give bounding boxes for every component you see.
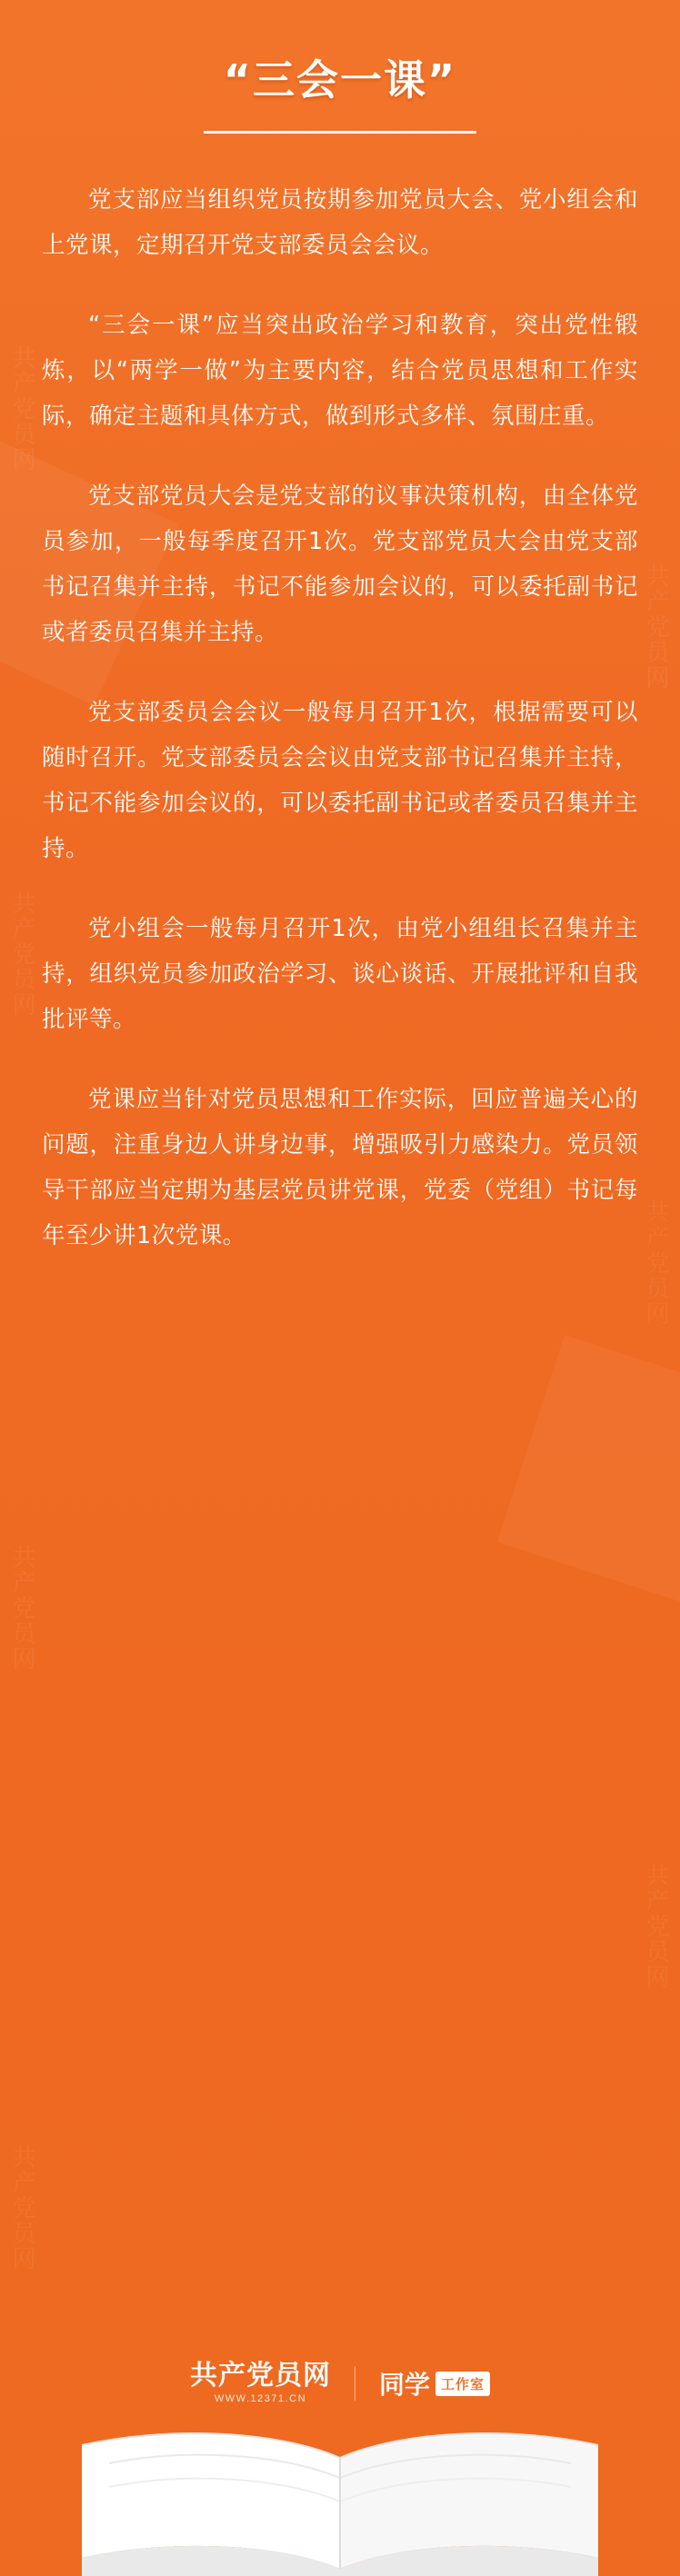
- watermark-text: 共产党员网: [8, 1545, 35, 1672]
- watermark-text: 共产党员网: [642, 1199, 669, 1327]
- decorative-shape: [497, 1335, 680, 1609]
- watermark-text: 共产党员网: [642, 1863, 669, 1990]
- site-logo-name: 共产党员网: [189, 2360, 331, 2392]
- page-title: “三会一课”: [223, 55, 457, 104]
- body-content: [42, 177, 638, 1258]
- title-section: [0, 0, 680, 134]
- site-logo-url: WWW.12371.CN: [214, 2393, 307, 2404]
- open-book-icon: [0, 2422, 680, 2576]
- watermark-text: 共产党员网: [8, 2144, 35, 2272]
- paragraph: 党课应当针对党员思想和工作实际，回应普遍关心的问题，注重身边人讲身边事，增强吸引力感染力。党员领导干部应当定期为基层党员讲党课，党委（党组）书记每年至少讲1次党课。: [42, 1086, 638, 1249]
- studio-logo-name: 同学: [378, 2370, 430, 2400]
- footer-section: [0, 2340, 680, 2576]
- footer-logos: [0, 2340, 680, 2427]
- site-logo[interactable]: [190, 2362, 331, 2404]
- watermark-text: 共产党员网: [642, 563, 669, 691]
- studio-logo-badge: 工作室: [435, 2372, 490, 2396]
- watermark-text: 共产党员网: [8, 890, 35, 1018]
- watermark-text: 共产党员网: [8, 345, 35, 472]
- title-divider: [204, 131, 476, 134]
- paragraph: 党支部党员大会是党支部的议事决策机构，由全体党员参加，一般每季度召开1次。党支部党员大会由党支部书记召集并主持，书记不能参加会议的，可以委托副书记或者委员召集并主持。: [42, 482, 638, 646]
- paragraph: 党支部应当组织党员按期参加党员大会、党小组会和上党课，定期召开党支部委员会会议。: [42, 186, 638, 259]
- paragraph: 党支部委员会会议一般每月召开1次，根据需要可以随时召开。党支部委员会会议由党支部书记召集并主持，书记不能参加会议的，可以委托副书记或者委员召集并主持。: [42, 699, 638, 862]
- paragraph: 党小组会一般每月召开1次，由党小组组长召集并主持，组织党员参加政治学习、谈心谈话、开展批评和自我批评等。: [42, 915, 638, 1033]
- paragraph: “三会一课”应当突出政治学习和教育，突出党性锻炼，以“两学一做”为主要内容，结合党员思想和工作实际，确定主题和具体方式，做到形式多样、氛围庄重。: [42, 312, 638, 430]
- studio-logo[interactable]: [379, 2365, 490, 2402]
